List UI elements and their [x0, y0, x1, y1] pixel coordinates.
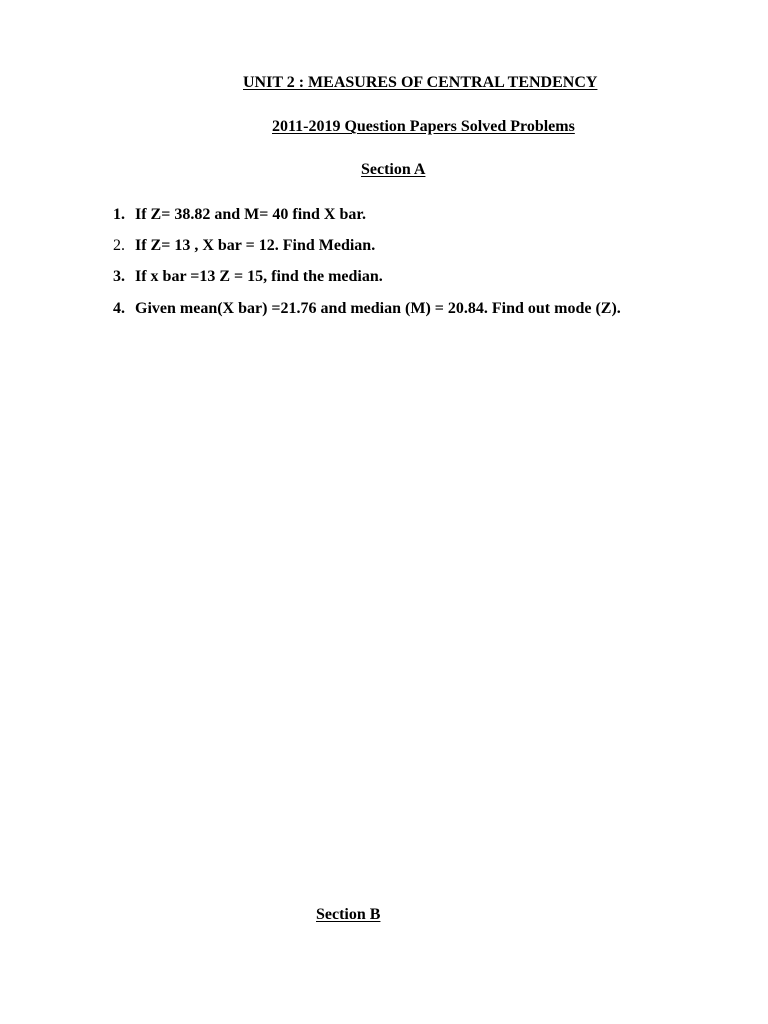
question-number: 2. — [113, 237, 125, 254]
question-item — [113, 206, 366, 224]
question-text: If Z= 38.82 and M= 40 find X bar. — [135, 206, 367, 223]
question-number: 1. — [113, 206, 125, 223]
section-a-heading: Section A — [361, 161, 426, 178]
question-item — [113, 300, 621, 318]
question-text: If Z= 13 , X bar = 12. Find Median. — [135, 237, 376, 254]
question-text: If x bar =13 Z = 15, find the median. — [135, 268, 383, 285]
question-number: 3. — [113, 268, 125, 285]
question-text: Given mean(X bar) =21.76 and median (M) = 20.84. Find out mode (Z). — [135, 300, 621, 317]
question-item — [113, 237, 375, 255]
section-b-heading: Section B — [316, 906, 381, 923]
page-subtitle: 2011-2019 Question Papers Solved Problems — [272, 118, 575, 135]
question-number: 4. — [113, 300, 125, 317]
question-item — [113, 268, 383, 286]
page-title: UNIT 2 : MEASURES OF CENTRAL TENDENCY — [243, 74, 598, 91]
